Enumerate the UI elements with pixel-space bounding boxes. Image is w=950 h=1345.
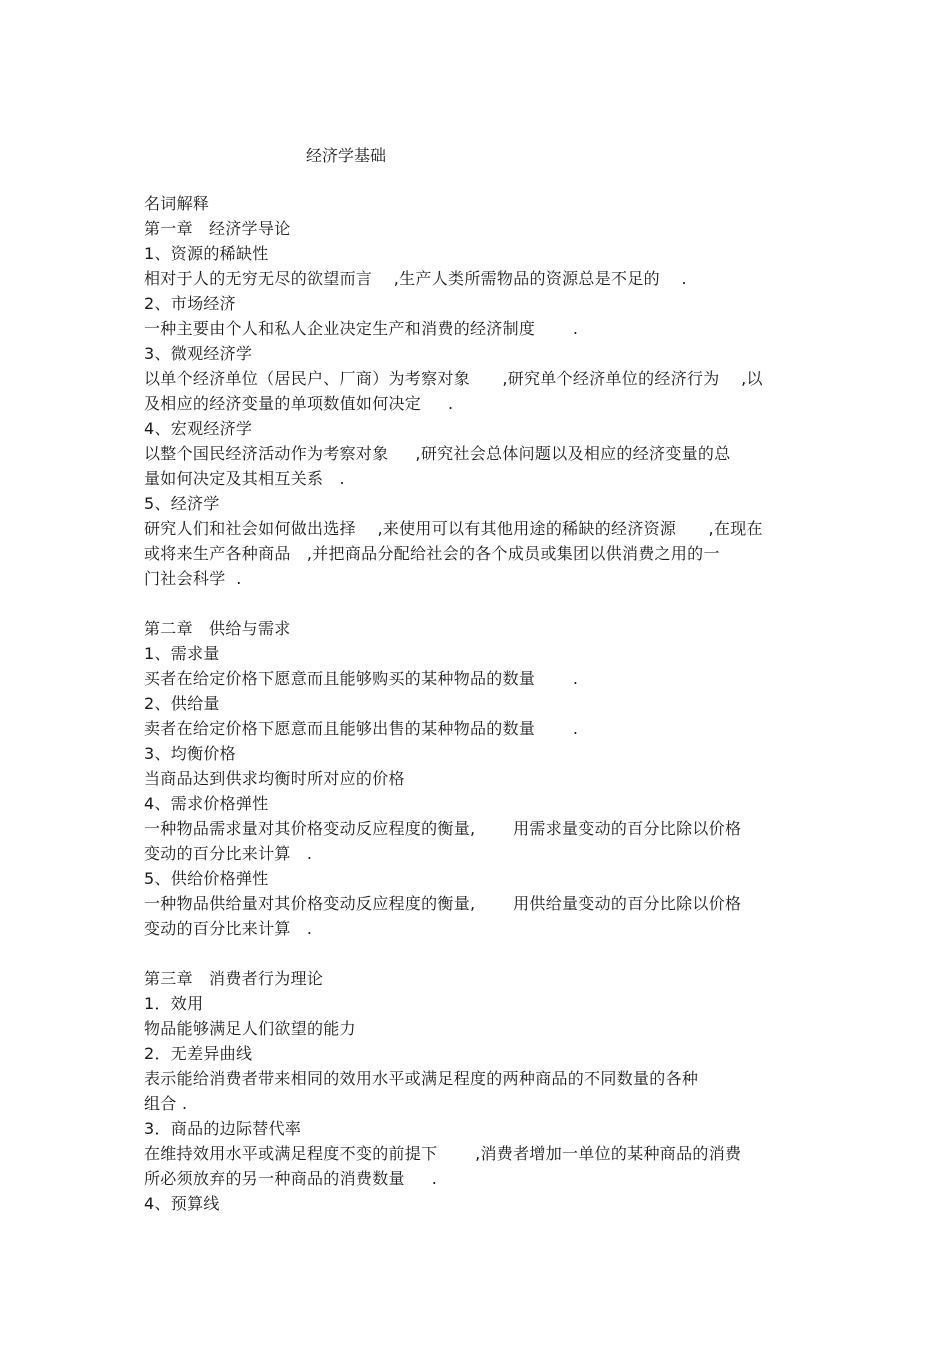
term-definition: 物品能够满足人们欲望的能力	[144, 1019, 356, 1038]
term-definition: 一种主要由个人和私人企业决定生产和消费的经济制度 .	[144, 319, 579, 338]
term-title: 3、微观经济学	[144, 344, 253, 363]
term-title: 1、需求量	[144, 644, 220, 663]
chapter-2	[144, 616, 824, 941]
term-definition: 变动的百分比来计算 .	[144, 919, 313, 938]
term-definition: 组合 .	[144, 1094, 188, 1113]
chapter-heading: 第一章 经济学导论	[144, 219, 291, 238]
term-definition: 一种物品需求量对其价格变动反应程度的衡量, 用需求量变动的百分比除以价格	[144, 819, 742, 838]
chapter-heading: 第二章 供给与需求	[144, 619, 291, 638]
term-definition: 以单个经济单位（居民户、厂商）为考察对象 ,研究单个经济单位的经济行为 ,以	[144, 369, 763, 388]
chapter-heading: 第三章 消费者行为理论	[144, 969, 324, 988]
term-definition: 变动的百分比来计算 .	[144, 844, 313, 863]
term-title: 4、宏观经济学	[144, 419, 253, 438]
term-title: 3、均衡价格	[144, 744, 236, 763]
term-definition: 或将来生产各种商品 ,并把商品分配给社会的各个成员或集团以供消费之用的一	[144, 544, 720, 563]
term-definition: 当商品达到供求均衡时所对应的价格	[144, 769, 405, 788]
term-title: 2、市场经济	[144, 294, 236, 313]
term-title: 2．无差异曲线	[144, 1044, 253, 1063]
term-definition: 相对于人的无穷无尽的欲望而言 ,生产人类所需物品的资源总是不足的 .	[144, 269, 687, 288]
document-body	[144, 191, 824, 1216]
term-definition: 一种物品供给量对其价格变动反应程度的衡量, 用供给量变动的百分比除以价格	[144, 894, 742, 913]
term-title: 3．商品的边际替代率	[144, 1119, 302, 1138]
term-definition: 买者在给定价格下愿意而且能够购买的某种物品的数量 .	[144, 669, 579, 688]
term-title: 4、预算线	[144, 1194, 220, 1213]
chapter-3	[144, 966, 824, 1216]
term-definition: 门社会科学 .	[144, 569, 242, 588]
section-heading: 名词解释	[144, 194, 210, 213]
term-definition: 及相应的经济变量的单项数值如何决定 .	[144, 394, 454, 413]
chapter-spacer	[144, 591, 824, 616]
document-title: 经济学基础	[306, 146, 387, 165]
term-definition: 在维持效用水平或满足程度不变的前提下 ,消费者增加一单位的某种商品的消费	[144, 1144, 742, 1163]
chapter-1	[144, 216, 824, 591]
term-definition: 卖者在给定价格下愿意而且能够出售的某种物品的数量 .	[144, 719, 579, 738]
term-title: 4、需求价格弹性	[144, 794, 269, 813]
term-title: 1．效用	[144, 994, 204, 1013]
term-title: 1、资源的稀缺性	[144, 244, 269, 263]
term-title: 5、供给价格弹性	[144, 869, 269, 888]
term-title: 5、经济学	[144, 494, 220, 513]
term-definition: 以整个国民经济活动作为考察对象 ,研究社会总体问题以及相应的经济变量的总	[144, 444, 731, 463]
term-definition: 表示能给消费者带来相同的效用水平或满足程度的两种商品的不同数量的各种	[144, 1069, 699, 1088]
chapter-spacer	[144, 941, 824, 966]
term-definition: 量如何决定及其相互关系 .	[144, 469, 345, 488]
term-title: 2、供给量	[144, 694, 220, 713]
term-definition: 研究人们和社会如何做出选择 ,来使用可以有其他用途的稀缺的经济资源 ,在现在	[144, 519, 763, 538]
term-definition: 所必须放弃的另一种商品的消费数量 .	[144, 1169, 438, 1188]
